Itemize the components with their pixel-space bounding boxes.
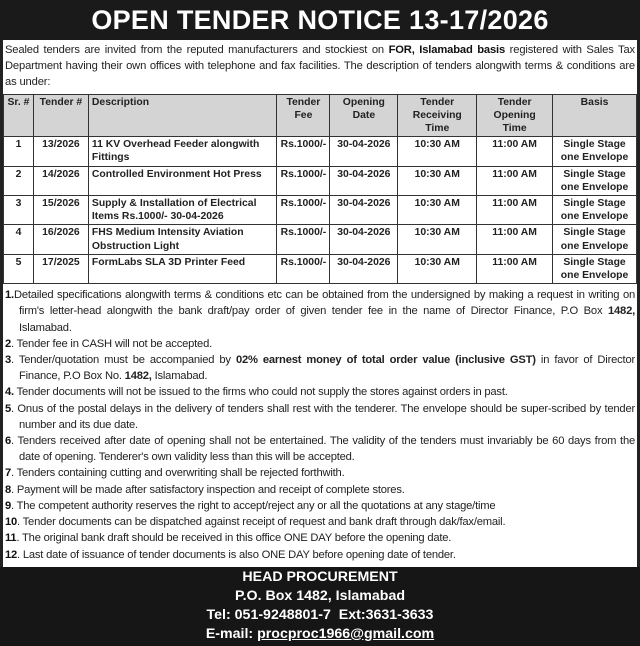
table-cell: 30-04-2026 bbox=[330, 254, 398, 283]
condition-number: 7 bbox=[5, 467, 12, 480]
table-cell: 30-04-2026 bbox=[330, 166, 398, 195]
condition-text: . Last date of issuance of tender documents is also ONE DAY before opening date of tender. bbox=[17, 548, 456, 561]
telephone: Tel: 051-9248801-7 Ext:3631-3633 bbox=[206, 606, 434, 623]
table-cell: 11:00 AM bbox=[477, 254, 553, 283]
condition-number: 4. bbox=[5, 386, 14, 399]
column-header: Tender Receiving Time bbox=[398, 94, 477, 137]
column-header: Description bbox=[88, 94, 277, 137]
notice-title: OPEN TENDER NOTICE 13-17/2026 bbox=[0, 0, 640, 40]
table-cell: 11:00 AM bbox=[477, 137, 553, 166]
condition-item bbox=[5, 465, 635, 481]
table-cell: Rs.1000/- bbox=[277, 137, 330, 166]
condition-text: . Payment will be made after satisfactory inspection and receipt of complete stores. bbox=[11, 483, 405, 496]
condition-bold-text: 1482, bbox=[124, 370, 152, 383]
condition-text: . Tenders received after date of opening shall not be entertained. The validity of the tenders must invariably be 60 days from the date of opening. Tenderer's own validity less than this will be accepted. bbox=[11, 435, 635, 464]
condition-number: 11 bbox=[5, 532, 17, 545]
condition-bold-text: 1482, bbox=[608, 305, 635, 318]
condition-number: 5 bbox=[5, 402, 12, 415]
table-cell: 11:00 AM bbox=[477, 166, 553, 195]
condition-text: Detailed specifications alongwith terms & conditions etc can be obtained from the undersigned by making a request in writing on firm's letter-head alongwith the bank draft/pay order of given tender fee in the name of Director Finance, P.O Box bbox=[13, 289, 635, 318]
table-cell: 15/2026 bbox=[33, 196, 88, 225]
table-cell: FormLabs SLA 3D Printer Feed bbox=[88, 254, 277, 283]
table-cell: Rs.1000/- bbox=[277, 225, 330, 254]
table-row bbox=[4, 196, 637, 225]
condition-text: in favor of Director Finance, P.O Box No. bbox=[19, 354, 635, 383]
email-label: E-mail: bbox=[205, 625, 258, 642]
table-cell: 30-04-2026 bbox=[330, 225, 398, 254]
condition-number: 10 bbox=[5, 516, 18, 529]
intro-bold: FOR, Islamabad basis bbox=[388, 44, 506, 56]
condition-item bbox=[5, 514, 635, 530]
table-cell: 2 bbox=[4, 166, 34, 195]
table-row bbox=[4, 254, 637, 283]
condition-text: . Tenders containing cutting and overwriting shall be rejected forthwith. bbox=[11, 467, 345, 480]
condition-text: Islamabad. bbox=[151, 370, 208, 383]
condition-number: 6 bbox=[5, 435, 12, 448]
condition-item bbox=[5, 433, 635, 465]
table-cell: Single Stage one Envelope bbox=[553, 254, 637, 283]
table-cell: Supply & Installation of Electrical Items Rs.1000/- 30-04-2026 bbox=[88, 196, 277, 225]
table-cell: 16/2026 bbox=[33, 225, 88, 254]
table-cell: 30-04-2026 bbox=[330, 196, 398, 225]
column-header: Tender Fee bbox=[277, 94, 330, 137]
table-cell: 4 bbox=[4, 225, 34, 254]
condition-item bbox=[5, 547, 635, 563]
condition-number: 8 bbox=[5, 483, 12, 496]
contact-footer bbox=[0, 567, 640, 646]
condition-item bbox=[5, 287, 635, 336]
intro-pre: Sealed tenders are invited from the reputed manufacturers and stockiest on bbox=[5, 44, 389, 56]
condition-number: 3 bbox=[5, 354, 12, 367]
condition-text: . Tender/quotation must be accompanied by bbox=[11, 354, 236, 367]
table-cell: Single Stage one Envelope bbox=[553, 196, 637, 225]
column-header: Opening Date bbox=[330, 94, 398, 137]
table-cell: Single Stage one Envelope bbox=[553, 137, 637, 166]
table-row bbox=[4, 137, 637, 166]
column-header: Tender Opening Time bbox=[477, 94, 553, 137]
table-cell: Single Stage one Envelope bbox=[553, 166, 637, 195]
condition-item bbox=[5, 352, 635, 384]
office-name: HEAD PROCUREMENT bbox=[242, 568, 398, 585]
table-cell: 1 bbox=[4, 137, 34, 166]
table-cell: 30-04-2026 bbox=[330, 137, 398, 166]
intro-paragraph bbox=[3, 40, 637, 91]
table-cell: 11 KV Overhead Feeder alongwith Fittings bbox=[88, 137, 277, 166]
condition-number: 1. bbox=[5, 289, 14, 302]
table-header-row bbox=[4, 94, 637, 137]
table-cell: Controlled Environment Hot Press bbox=[88, 166, 277, 195]
condition-text: Tender documents will not be issued to the firms who could not supply the stores against orders in past. bbox=[13, 386, 508, 399]
table-cell: 14/2026 bbox=[33, 166, 88, 195]
condition-text: . The original bank draft should be received in this office ONE DAY before the opening date. bbox=[16, 532, 452, 545]
table-cell: 10:30 AM bbox=[398, 225, 477, 254]
condition-item bbox=[5, 336, 635, 352]
table-cell: 11:00 AM bbox=[477, 225, 553, 254]
email-line bbox=[0, 625, 640, 644]
table-cell: 5 bbox=[4, 254, 34, 283]
condition-number: 12 bbox=[5, 548, 18, 561]
condition-item bbox=[5, 401, 635, 433]
conditions-list bbox=[3, 284, 637, 566]
condition-number: 9 bbox=[5, 499, 12, 512]
condition-text: . Tender fee in CASH will not be accepted. bbox=[11, 337, 212, 350]
condition-item bbox=[5, 498, 635, 514]
condition-text: . The competent authority reserves the right to accept/reject any or all the quotations at any stage/time bbox=[11, 499, 496, 512]
column-header: Sr. # bbox=[4, 94, 34, 137]
condition-item bbox=[5, 482, 635, 498]
table-cell: Single Stage one Envelope bbox=[553, 225, 637, 254]
table-cell: 13/2026 bbox=[33, 137, 88, 166]
table-cell: 17/2025 bbox=[33, 254, 88, 283]
condition-text: . Tender documents can be dispatched against receipt of request and bank draft through dak/fax/email. bbox=[17, 516, 506, 529]
table-cell: Rs.1000/- bbox=[277, 196, 330, 225]
table-cell: Rs.1000/- bbox=[277, 166, 330, 195]
table-cell: 10:30 AM bbox=[398, 196, 477, 225]
table-cell: 10:30 AM bbox=[398, 254, 477, 283]
email-link[interactable]: procproc1966@gmail.com bbox=[257, 625, 435, 642]
condition-number: 2 bbox=[5, 337, 12, 350]
table-row bbox=[4, 166, 637, 195]
intro-post: registered with Sales Tax Department having their own offices with telephone and fax facilities. The description of tenders alongwith terms & conditions are as under: bbox=[5, 44, 635, 89]
column-header: Basis bbox=[553, 94, 637, 137]
table-cell: Rs.1000/- bbox=[277, 254, 330, 283]
condition-item bbox=[5, 530, 635, 546]
table-cell: 11:00 AM bbox=[477, 196, 553, 225]
table-cell: FHS Medium Intensity Aviation Obstruction Light bbox=[88, 225, 277, 254]
column-header: Tender # bbox=[33, 94, 88, 137]
table-cell: 10:30 AM bbox=[398, 137, 477, 166]
condition-item bbox=[5, 384, 635, 400]
tender-table bbox=[3, 94, 637, 285]
condition-text: Islamabad. bbox=[19, 321, 72, 334]
table-cell: 10:30 AM bbox=[398, 166, 477, 195]
condition-bold-text: 02% earnest money of total order value (inclusive GST) bbox=[235, 354, 536, 367]
table-row bbox=[4, 225, 637, 254]
table-cell: 3 bbox=[4, 196, 34, 225]
condition-text: . Onus of the postal delays in the delivery of tenders shall rest with the tenderer. The envelope should be super-scribed by tender number and its due date. bbox=[11, 402, 635, 431]
postal-address: P.O. Box 1482, Islamabad bbox=[234, 587, 406, 604]
